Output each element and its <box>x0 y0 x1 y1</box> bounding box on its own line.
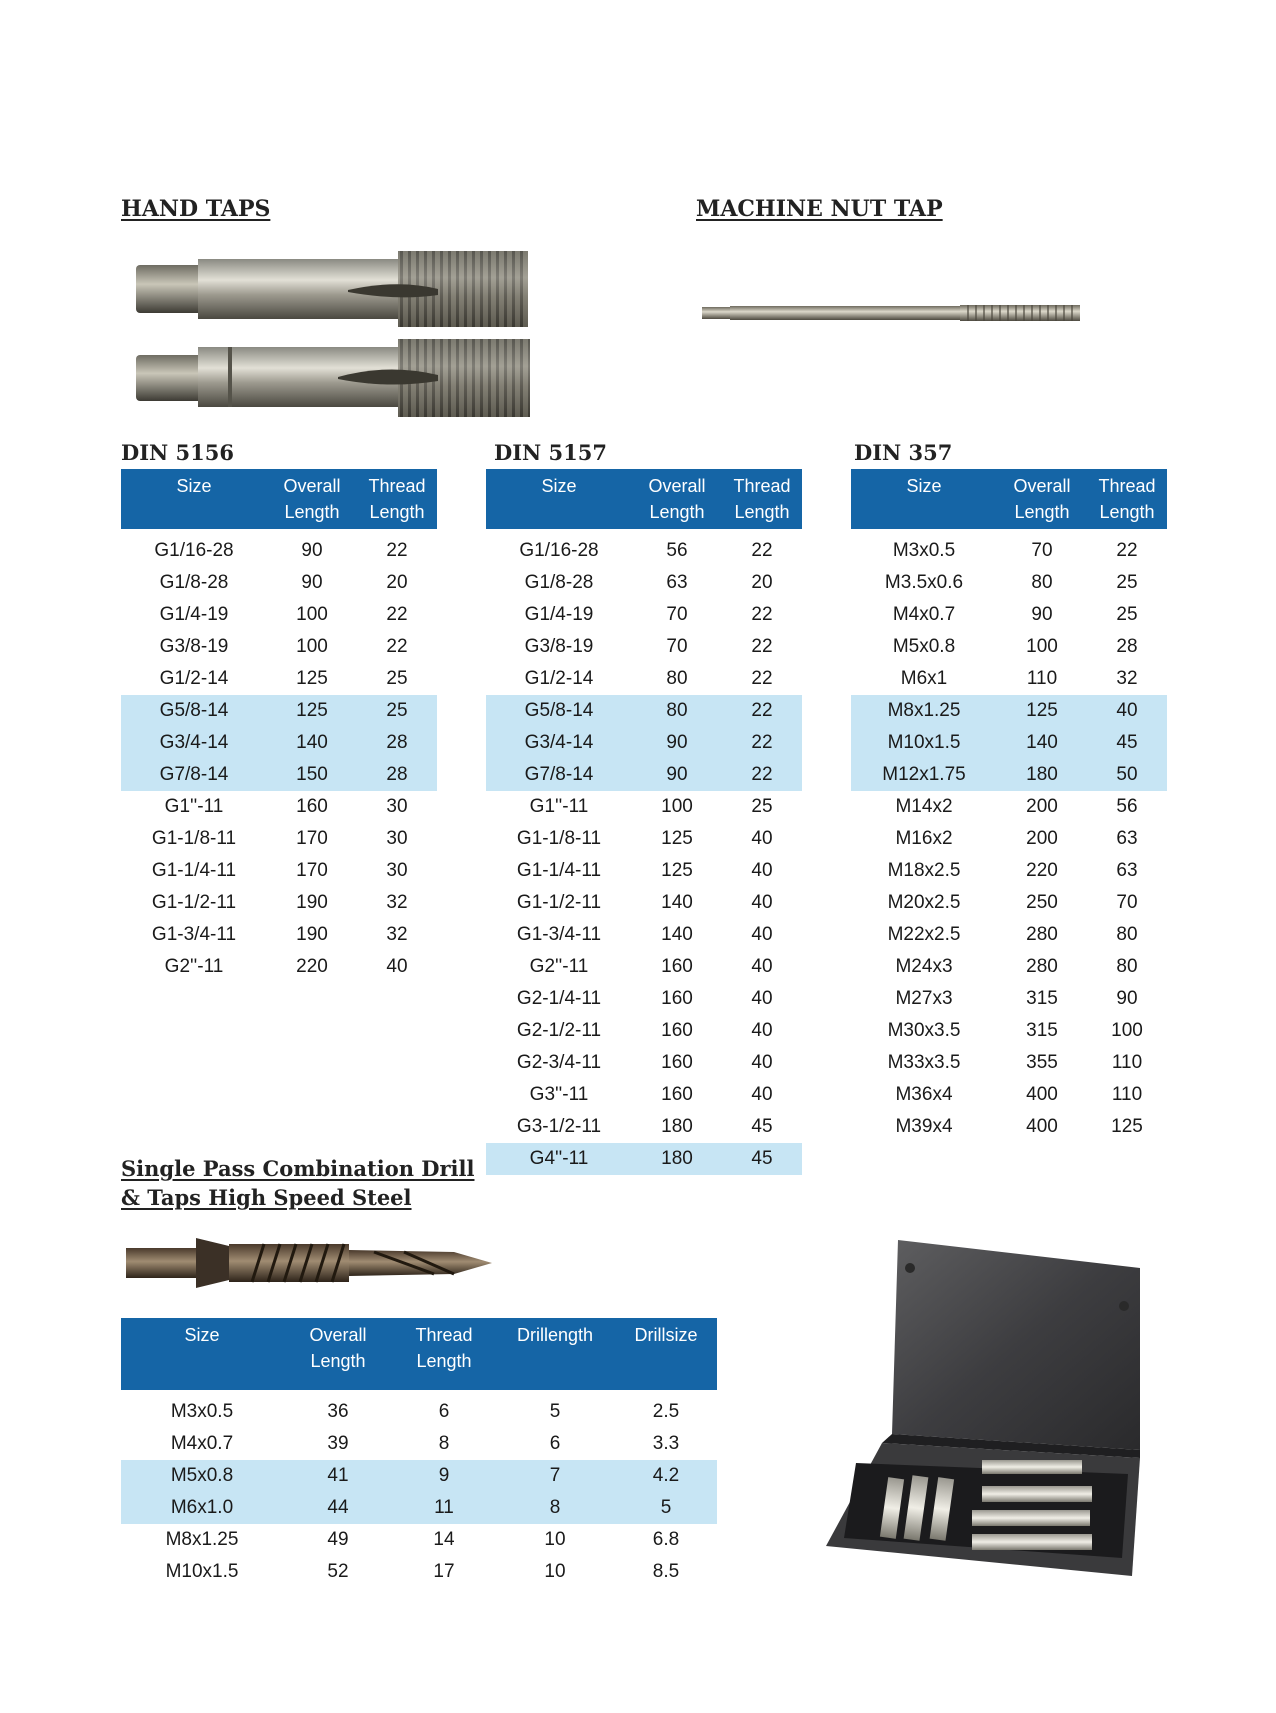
table-cell: 22 <box>1116 540 1138 561</box>
table-row <box>851 855 1167 887</box>
table-row <box>121 855 437 887</box>
table-row <box>851 1047 1167 1079</box>
table-row <box>121 1460 717 1492</box>
table-cell: 400 <box>1026 1084 1058 1105</box>
table-cell: G1/8-28 <box>159 572 229 593</box>
table-cell: 25 <box>386 668 408 689</box>
table-row <box>121 1556 717 1588</box>
table-cell: 170 <box>296 828 328 849</box>
table-cell: 63 <box>1116 860 1138 881</box>
table-cell: G5/8-14 <box>486 695 632 727</box>
table-cell: M3.5x0.6 <box>884 572 964 593</box>
table-cell: M24x3 <box>895 956 953 977</box>
table-cell: 170 <box>296 860 328 881</box>
table-cell: 80 <box>1031 572 1053 593</box>
table-row <box>121 1492 717 1524</box>
combination-drill-image <box>124 1228 496 1298</box>
table-cell: 25 <box>1116 572 1138 593</box>
table-row <box>851 919 1167 951</box>
table-row <box>121 727 437 759</box>
table-cell: 28 <box>357 727 437 759</box>
table-row <box>486 791 802 823</box>
table-cell: 70 <box>1116 892 1138 913</box>
table-row <box>486 567 802 599</box>
table-row <box>121 951 437 983</box>
table-cell: 49 <box>327 1529 349 1550</box>
table-row <box>486 983 802 1015</box>
combo-title-line1: Single Pass Combination Drill <box>121 1156 475 1181</box>
table-cell: G3/4-14 <box>121 727 267 759</box>
table-cell: 100 <box>296 604 328 625</box>
table-cell: 45 <box>1087 727 1167 759</box>
table-cell: 40 <box>751 988 773 1009</box>
table-row <box>851 1079 1167 1111</box>
table-cell: M4x0.7 <box>170 1433 234 1454</box>
table-cell: 80 <box>666 668 688 689</box>
table-cell: 190 <box>296 924 328 945</box>
table-cell: G1''-11 <box>164 796 224 817</box>
table-cell: G2''-11 <box>164 956 224 977</box>
table-cell: 110 <box>1111 1084 1143 1105</box>
table-row <box>851 983 1167 1015</box>
table-cell: 180 <box>997 759 1087 791</box>
table-cell: G3/8-19 <box>159 636 229 657</box>
table-cell: M8x1.25 <box>165 1529 239 1550</box>
table-cell: 160 <box>661 1084 693 1105</box>
table-cell: G1/16-28 <box>154 540 234 561</box>
table-cell: 355 <box>1026 1052 1058 1073</box>
table-cell: 22 <box>386 540 408 561</box>
table-cell: 30 <box>386 860 408 881</box>
table-cell: 22 <box>751 604 773 625</box>
table-cell: 70 <box>666 604 688 625</box>
table-cell: 22 <box>386 604 408 625</box>
col-header-thread-length: Thread Length <box>722 469 802 529</box>
table-cell: 125 <box>661 828 693 849</box>
table-cell: 190 <box>296 892 328 913</box>
table-cell: 8.5 <box>652 1561 680 1582</box>
table-cell: 63 <box>1116 828 1138 849</box>
table-cell: G1/16-28 <box>519 540 599 561</box>
table-row <box>486 823 802 855</box>
table-cell: 40 <box>751 892 773 913</box>
col-header-thread-length: Thread Length <box>357 469 437 529</box>
col-header-size: Size <box>851 469 997 529</box>
table-cell: 110 <box>1111 1052 1143 1073</box>
table-cell: G1/2-14 <box>159 668 229 689</box>
table-cell: G2-1/4-11 <box>516 988 602 1009</box>
col-header-thread-length: Thread Length <box>1087 469 1167 529</box>
table-cell: M3x0.5 <box>170 1401 234 1422</box>
table-cell: 6.8 <box>652 1529 680 1550</box>
col-header-thread-length: Thread Length <box>393 1318 495 1390</box>
table-row <box>851 695 1167 727</box>
din357-table <box>851 469 1167 1143</box>
table-cell: G2''-11 <box>529 956 589 977</box>
table-cell: 250 <box>1026 892 1058 913</box>
din5156-table <box>121 469 437 983</box>
table-cell: G1''-11 <box>529 796 589 817</box>
table-cell: 160 <box>661 1020 693 1041</box>
table-cell: 125 <box>997 695 1087 727</box>
table-cell: G1-1/8-11 <box>516 828 602 849</box>
table-row <box>486 759 802 791</box>
table-cell: 220 <box>1026 860 1058 881</box>
table-cell: G2-1/2-11 <box>516 1020 602 1041</box>
col-header-size: Size <box>486 469 632 529</box>
table-cell: 4.2 <box>615 1460 717 1492</box>
table-cell: 36 <box>327 1401 349 1422</box>
table-cell: G3-1/2-11 <box>516 1116 602 1137</box>
table-row <box>121 791 437 823</box>
table-cell: 90 <box>1031 604 1053 625</box>
table-row <box>486 919 802 951</box>
table-cell: 125 <box>661 860 693 881</box>
table-row <box>121 599 437 631</box>
table-cell: 9 <box>393 1460 495 1492</box>
table-cell: 100 <box>1026 636 1058 657</box>
col-header-drillsize: Drillsize <box>615 1318 717 1390</box>
table-cell: G3/4-14 <box>486 727 632 759</box>
table-cell: 28 <box>1116 636 1138 657</box>
col-header-overall-length: Overall Length <box>283 1318 393 1390</box>
table-cell: 32 <box>386 924 408 945</box>
table-cell: 28 <box>357 759 437 791</box>
table-cell: M14x2 <box>895 796 953 817</box>
table-cell: 22 <box>751 668 773 689</box>
table-cell: 90 <box>1116 988 1138 1009</box>
table-cell: M5x0.8 <box>121 1460 283 1492</box>
table-cell: 400 <box>1026 1116 1058 1137</box>
table-cell: 90 <box>301 540 323 561</box>
table-row <box>851 631 1167 663</box>
table-cell: 50 <box>1087 759 1167 791</box>
table-cell: M16x2 <box>895 828 953 849</box>
table-cell: 63 <box>666 572 688 593</box>
table-cell: 40 <box>751 828 773 849</box>
table-row <box>486 695 802 727</box>
table-cell: G1-1/2-11 <box>151 892 237 913</box>
table-cell: 40 <box>751 956 773 977</box>
table-cell: 180 <box>661 1116 693 1137</box>
table-row <box>486 887 802 919</box>
table-cell: 200 <box>1026 796 1058 817</box>
table-cell: 125 <box>296 668 328 689</box>
table-cell: G3/8-19 <box>524 636 594 657</box>
machine-nut-tap-title: MACHINE NUT TAP <box>696 196 943 222</box>
table-cell: 52 <box>327 1561 349 1582</box>
table-cell: G1/4-19 <box>524 604 594 625</box>
table-cell: G1-1/2-11 <box>516 892 602 913</box>
table-cell: 14 <box>433 1529 455 1550</box>
table-cell: 20 <box>751 572 773 593</box>
table-cell: G4''-11 <box>486 1143 632 1175</box>
table-cell: G1-1/4-11 <box>516 860 602 881</box>
table-cell: M33x3.5 <box>887 1052 961 1073</box>
table-cell: 22 <box>751 636 773 657</box>
table-cell: M6x1.0 <box>121 1492 283 1524</box>
table-cell: 70 <box>666 636 688 657</box>
table-row <box>486 631 802 663</box>
table-cell: 40 <box>751 1020 773 1041</box>
table-cell: 8 <box>495 1492 615 1524</box>
table-cell: M6x1 <box>900 668 948 689</box>
table-row <box>121 1524 717 1556</box>
table-row <box>486 727 802 759</box>
table-cell: M12x1.75 <box>851 759 997 791</box>
col-header-overall-length: Overall Length <box>632 469 722 529</box>
table-cell: 7 <box>495 1460 615 1492</box>
table-cell: 11 <box>393 1492 495 1524</box>
machine-nut-tap-image <box>700 298 1085 328</box>
table-cell: 90 <box>301 572 323 593</box>
table-row <box>851 529 1167 567</box>
table-cell: 44 <box>283 1492 393 1524</box>
table-row <box>851 887 1167 919</box>
table-cell: 80 <box>1116 924 1138 945</box>
din357-title: DIN 357 <box>854 440 953 465</box>
table-row <box>121 631 437 663</box>
table-cell: M22x2.5 <box>887 924 961 945</box>
table-cell: 22 <box>722 727 802 759</box>
table-row <box>851 1111 1167 1143</box>
table-cell: 3.3 <box>652 1433 680 1454</box>
table-row <box>486 855 802 887</box>
table-row <box>121 759 437 791</box>
table-row <box>851 727 1167 759</box>
table-cell: 25 <box>751 796 773 817</box>
table-row <box>486 951 802 983</box>
table-row <box>121 887 437 919</box>
table-row <box>486 1015 802 1047</box>
table-cell: M30x3.5 <box>887 1020 961 1041</box>
table-cell: 160 <box>661 956 693 977</box>
table-cell: 6 <box>438 1401 450 1422</box>
table-cell: M18x2.5 <box>887 860 961 881</box>
table-row <box>851 599 1167 631</box>
table-cell: 140 <box>661 924 693 945</box>
din5157-table <box>486 469 802 1175</box>
table-cell: G1/8-28 <box>524 572 594 593</box>
table-cell: 100 <box>661 796 693 817</box>
table-cell: M27x3 <box>895 988 953 1009</box>
table-row <box>851 663 1167 695</box>
table-cell: M5x0.8 <box>892 636 956 657</box>
table-row <box>121 695 437 727</box>
table-cell: M10x1.5 <box>165 1561 239 1582</box>
table-cell: 140 <box>661 892 693 913</box>
table-cell: G3''-11 <box>529 1084 589 1105</box>
table-row <box>851 567 1167 599</box>
table-cell: 200 <box>1026 828 1058 849</box>
table-cell: 315 <box>1026 1020 1058 1041</box>
table-row <box>121 919 437 951</box>
table-cell: M8x1.25 <box>851 695 997 727</box>
combo-table <box>121 1318 717 1588</box>
hand-taps-title: HAND TAPS <box>121 196 271 222</box>
table-cell: M20x2.5 <box>887 892 961 913</box>
table-row <box>486 663 802 695</box>
table-cell: 280 <box>1026 956 1058 977</box>
table-row <box>486 599 802 631</box>
table-cell: 22 <box>722 695 802 727</box>
table-cell: 100 <box>296 636 328 657</box>
table-cell: 45 <box>751 1116 773 1137</box>
table-cell: M10x1.5 <box>851 727 997 759</box>
table-cell: 25 <box>357 695 437 727</box>
table-row <box>121 663 437 695</box>
table-cell: 80 <box>632 695 722 727</box>
table-row <box>486 1079 802 1111</box>
table-cell: 45 <box>722 1143 802 1175</box>
table-cell: 6 <box>549 1433 561 1454</box>
table-cell: G5/8-14 <box>121 695 267 727</box>
table-cell: G1-3/4-11 <box>151 924 237 945</box>
table-cell: M4x0.7 <box>892 604 956 625</box>
table-cell: 40 <box>751 924 773 945</box>
table-cell: 90 <box>632 727 722 759</box>
table-cell: G1-1/8-11 <box>151 828 237 849</box>
table-cell: 70 <box>1031 540 1053 561</box>
col-header-overall-length: Overall Length <box>997 469 1087 529</box>
table-cell: 10 <box>544 1529 566 1550</box>
table-cell: 32 <box>386 892 408 913</box>
table-cell: 110 <box>1026 668 1058 689</box>
tap-set-box-image <box>822 1238 1152 1586</box>
table-cell: G1/2-14 <box>524 668 594 689</box>
table-cell: G1/4-19 <box>159 604 229 625</box>
table-cell: G7/8-14 <box>486 759 632 791</box>
table-cell: 5 <box>615 1492 717 1524</box>
col-header-size: Size <box>121 469 267 529</box>
table-row <box>121 529 437 567</box>
table-cell: 80 <box>1116 956 1138 977</box>
table-cell: 39 <box>327 1433 349 1454</box>
table-cell: G1-1/4-11 <box>151 860 237 881</box>
table-cell: 41 <box>283 1460 393 1492</box>
table-cell: 140 <box>267 727 357 759</box>
table-row <box>121 823 437 855</box>
table-cell: 25 <box>1116 604 1138 625</box>
table-row <box>121 567 437 599</box>
table-cell: G2-3/4-11 <box>516 1052 602 1073</box>
table-cell: 22 <box>722 759 802 791</box>
table-cell: 20 <box>386 572 408 593</box>
table-cell: 40 <box>751 1052 773 1073</box>
table-cell: 280 <box>1026 924 1058 945</box>
table-cell: M36x4 <box>895 1084 953 1105</box>
table-cell: G7/8-14 <box>121 759 267 791</box>
table-cell: 150 <box>267 759 357 791</box>
table-cell: 160 <box>296 796 328 817</box>
table-row <box>851 951 1167 983</box>
table-row <box>851 791 1167 823</box>
table-cell: 30 <box>386 796 408 817</box>
table-row <box>851 823 1167 855</box>
table-row <box>851 759 1167 791</box>
table-row <box>486 1047 802 1079</box>
table-row <box>121 1390 717 1428</box>
table-cell: 17 <box>433 1561 455 1582</box>
table-row <box>851 1015 1167 1047</box>
table-cell: 140 <box>997 727 1087 759</box>
table-row <box>486 1111 802 1143</box>
table-cell: 100 <box>1111 1020 1143 1041</box>
table-cell: 10 <box>544 1561 566 1582</box>
col-header-drillength: Drillength <box>495 1318 615 1390</box>
table-cell: 22 <box>751 540 773 561</box>
table-cell: 160 <box>661 1052 693 1073</box>
table-cell: 5 <box>549 1401 561 1422</box>
table-cell: 90 <box>632 759 722 791</box>
table-cell: 125 <box>1111 1116 1143 1137</box>
table-cell: 220 <box>296 956 328 977</box>
table-cell: 40 <box>751 1084 773 1105</box>
table-row <box>486 529 802 567</box>
combo-title-line2: & Taps High Speed Steel <box>121 1185 412 1210</box>
table-cell: 40 <box>1087 695 1167 727</box>
table-cell: 8 <box>438 1433 450 1454</box>
col-header-size: Size <box>121 1318 283 1390</box>
din5156-title: DIN 5156 <box>121 440 234 465</box>
table-row <box>486 1143 802 1175</box>
table-cell: M3x0.5 <box>892 540 956 561</box>
table-cell: G1-3/4-11 <box>516 924 602 945</box>
table-cell: 180 <box>632 1143 722 1175</box>
col-header-overall-length: Overall Length <box>267 469 357 529</box>
table-cell: 40 <box>386 956 408 977</box>
combo-title <box>121 1154 474 1212</box>
table-cell: 125 <box>267 695 357 727</box>
table-cell: 32 <box>1116 668 1138 689</box>
hand-taps-image <box>128 245 538 425</box>
table-cell: 22 <box>386 636 408 657</box>
table-cell: 2.5 <box>652 1401 680 1422</box>
table-cell: 40 <box>751 860 773 881</box>
table-cell: 315 <box>1026 988 1058 1009</box>
din5157-title: DIN 5157 <box>494 440 607 465</box>
table-cell: 30 <box>386 828 408 849</box>
table-row <box>121 1428 717 1460</box>
table-cell: M39x4 <box>895 1116 953 1137</box>
table-cell: 56 <box>1116 796 1138 817</box>
table-cell: 56 <box>666 540 688 561</box>
table-cell: 160 <box>661 988 693 1009</box>
